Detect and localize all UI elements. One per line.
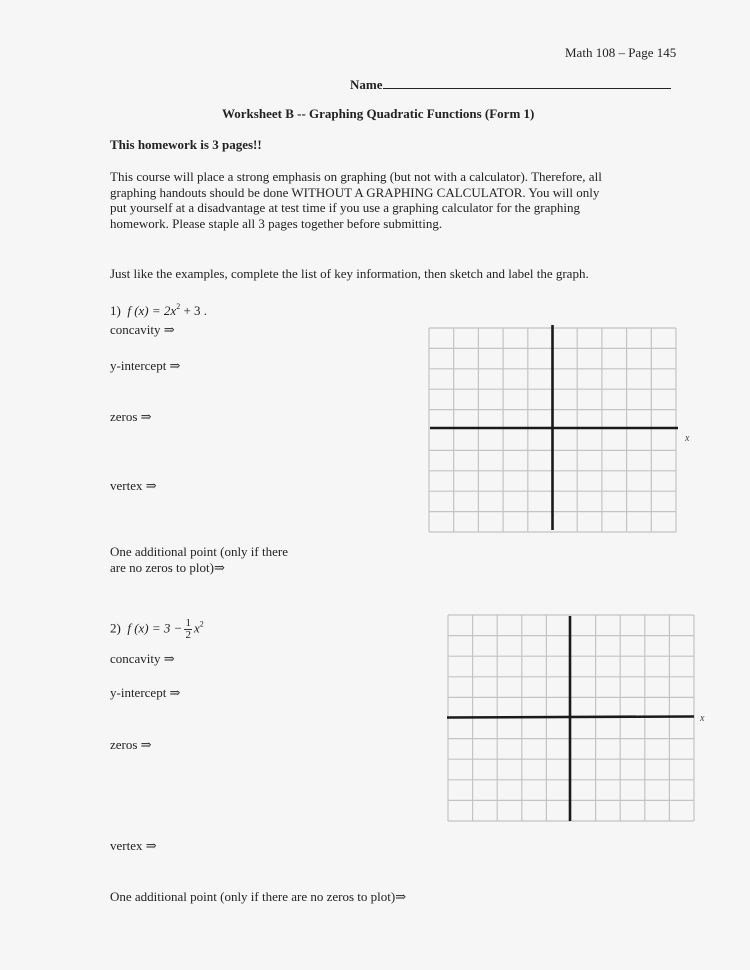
name-field[interactable]: [350, 76, 671, 93]
intro-paragraph: [110, 169, 670, 231]
p1-zeros-prompt: zeros ⇒: [110, 409, 152, 424]
problem-2-function: [110, 618, 204, 641]
p2-vertex-prompt: vertex ⇒: [110, 838, 157, 853]
fraction: [184, 618, 192, 641]
function-rhs: + 3 .: [180, 303, 208, 318]
worksheet-title: Worksheet B -- Graphing Quadratic Functions (Form 1): [222, 106, 535, 121]
p1-additional-point-prompt: [110, 544, 288, 576]
x-axis-label-2: x: [700, 713, 705, 724]
p2-additional-point-prompt: One additional point (only if there are no zeros to plot)⇒: [110, 889, 407, 904]
function-exponent: 2: [176, 302, 181, 311]
p2-concavity-prompt: concavity ⇒: [110, 651, 175, 666]
p2-zeros-prompt: zeros ⇒: [110, 737, 152, 752]
problem-number: 2): [110, 620, 121, 636]
function-lhs: f (x) = 3 −: [127, 620, 183, 636]
fraction-numerator: 1: [185, 617, 191, 629]
p2-y-intercept-prompt: y-intercept ⇒: [110, 685, 181, 700]
instructions: Just like the examples, complete the list of key information, then sketch and label the graph.: [110, 266, 589, 281]
problem-number: 1): [110, 303, 121, 318]
x-axis: [447, 717, 694, 718]
additional-line: One additional point (only if there: [110, 544, 288, 559]
p1-vertex-prompt: vertex ⇒: [110, 478, 157, 493]
intro-line: This course will place a strong emphasis on graphing (but not with a calculator). Therefore, all: [110, 169, 602, 184]
name-label: Name: [350, 77, 383, 92]
intro-line: homework. Please staple all 3 pages together before submitting.: [110, 215, 443, 231]
additional-line: are no zeros to plot)⇒: [110, 560, 225, 575]
p1-y-intercept-prompt: y-intercept ⇒: [110, 358, 181, 373]
intro-line: graphing handouts should be done WITHOUT A GRAPHING CALCULATOR. You will only: [110, 184, 600, 200]
function-lhs: f (x) = 2x: [127, 303, 177, 318]
function-var: x: [193, 620, 200, 636]
page-label: Math 108 – Page 145: [565, 45, 677, 60]
fraction-denominator: 2: [185, 629, 191, 641]
homework-notice: This homework is 3 pages!!: [110, 137, 262, 152]
x-axis-label-1: x: [685, 433, 690, 444]
graph-grid-1[interactable]: [426, 322, 682, 536]
graph-grid-2[interactable]: [445, 611, 701, 825]
name-blank-line[interactable]: [383, 76, 671, 89]
problem-1-function: [110, 302, 207, 319]
function-exponent: 2: [199, 619, 204, 629]
p1-concavity-prompt: concavity ⇒: [110, 322, 175, 337]
intro-line: put yourself at a disadvantage at test time if you use a graphing calculator for the graphing: [110, 200, 581, 215]
